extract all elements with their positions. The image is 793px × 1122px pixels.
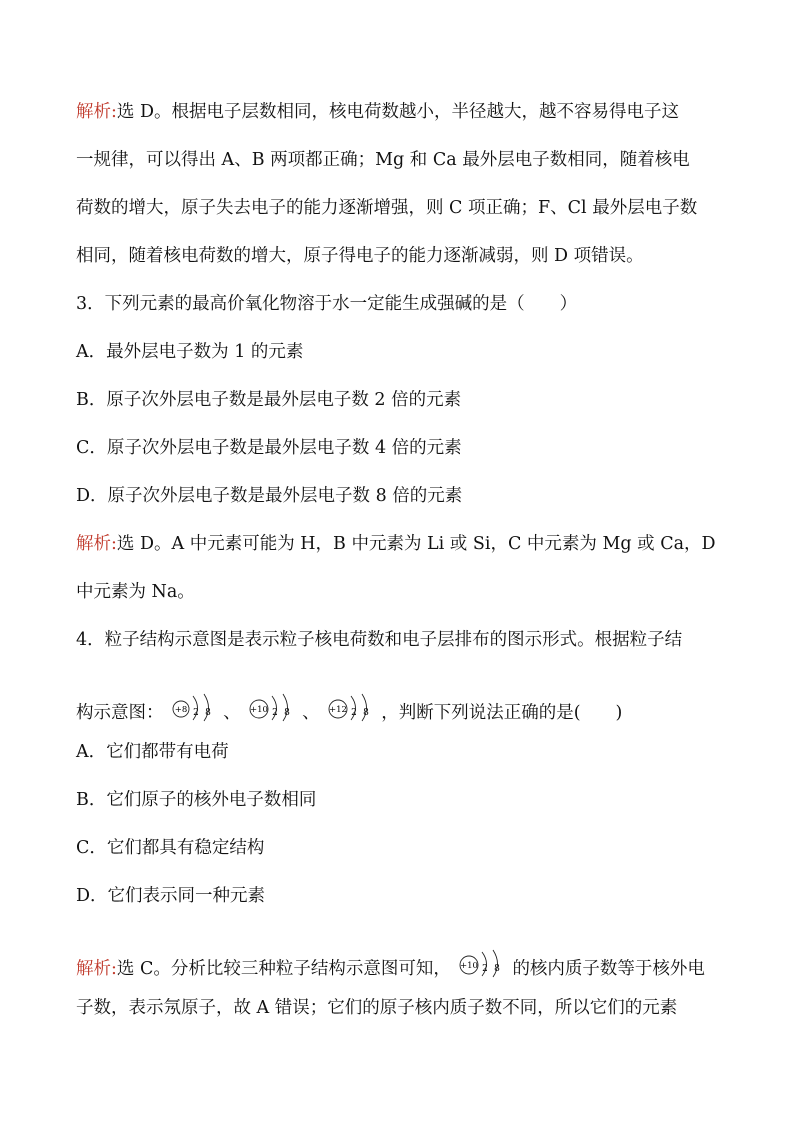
question-3-option-b: B．原子次外层电子数是最外层电子数 2 倍的元素 <box>76 390 462 410</box>
question-4-analysis-2: 子数，表示氖原子，故 A 错误；它们的原子核内质子数不同，所以它们的元素 <box>76 998 678 1018</box>
question-3-option-c: C．原子次外层电子数是最外层电子数 4 倍的元素 <box>76 438 462 458</box>
svg-text:2: 2 <box>351 708 358 718</box>
analysis-label: 解析: <box>76 534 117 554</box>
question-3-option-a: A．最外层电子数为 1 的元素 <box>76 342 304 362</box>
analysis-line-3: 荷数的增大，原子失去电子的能力逐渐增强，则 C 项正确；F、Cl 最外层电子数 <box>76 198 698 218</box>
analysis-label: 解析: <box>76 102 117 122</box>
analysis-line-1: 解析:选 D。根据电子层数相同，核电荷数越小，半径越大，越不容易得电子这 <box>76 102 679 122</box>
analysis-label: 解析: <box>76 959 117 979</box>
atom-structure-diagram-2 <box>248 692 300 722</box>
atom-structure-diagram-answer <box>458 948 510 978</box>
svg-text:+8: +8 <box>174 705 188 715</box>
question-3-stem: 3．下列元素的最高价氧化物溶于水一定能生成强碱的是（ ） <box>76 294 578 314</box>
svg-text:8: 8 <box>284 708 291 718</box>
question-3-analysis-2: 中元素为 Na。 <box>76 582 195 602</box>
svg-text:2: 2 <box>193 708 199 718</box>
analysis-line-4: 相同，随着核电荷数的增大，原子得电子的能力逐渐减弱，则 D 项错误。 <box>76 246 644 266</box>
svg-text:+10: +10 <box>460 961 479 971</box>
question-3-analysis-1: 解析:选 D。A 中元素可能为 H，B 中元素为 Li 或 Si，C 中元素为 Mg 或 Ca，D <box>76 534 716 554</box>
question-4-option-c: C．它们都具有稳定结构 <box>76 838 265 858</box>
svg-text:+12: +12 <box>329 705 348 715</box>
svg-text:8: 8 <box>363 708 370 718</box>
question-3-option-d: D．原子次外层电子数是最外层电子数 8 倍的元素 <box>76 486 463 506</box>
question-4-stem-2: 构示意图： +8 2 8 、 +10 2 8 、 +12 2 8 ，判断下列说法正确的是( ) <box>76 692 622 725</box>
atom-structure-diagram-3 <box>327 692 379 722</box>
question-4-option-a: A．它们都带有电荷 <box>76 742 229 762</box>
svg-text:+10: +10 <box>250 705 269 715</box>
svg-text:2: 2 <box>272 708 279 718</box>
svg-text:8: 8 <box>494 964 501 974</box>
svg-text:2: 2 <box>482 964 489 974</box>
question-4-analysis-1: 解析:选 C。分析比较三种粒子结构示意图可知， +10 2 8 的核内质子数等于核外电 <box>76 948 705 981</box>
question-4-option-b: B．它们原子的核外电子数相同 <box>76 790 317 810</box>
question-4-option-d: D．它们表示同一种元素 <box>76 886 266 906</box>
atom-structure-diagram-1 <box>171 692 221 722</box>
analysis-line-2: 一规律，可以得出 A、B 两项都正确；Mg 和 Ca 最外层电子数相同，随着核电 <box>76 150 690 170</box>
question-4-stem-1: 4．粒子结构示意图是表示粒子核电荷数和电子层排布的图示形式。根据粒子结 <box>76 630 683 650</box>
svg-text:8: 8 <box>205 708 211 718</box>
